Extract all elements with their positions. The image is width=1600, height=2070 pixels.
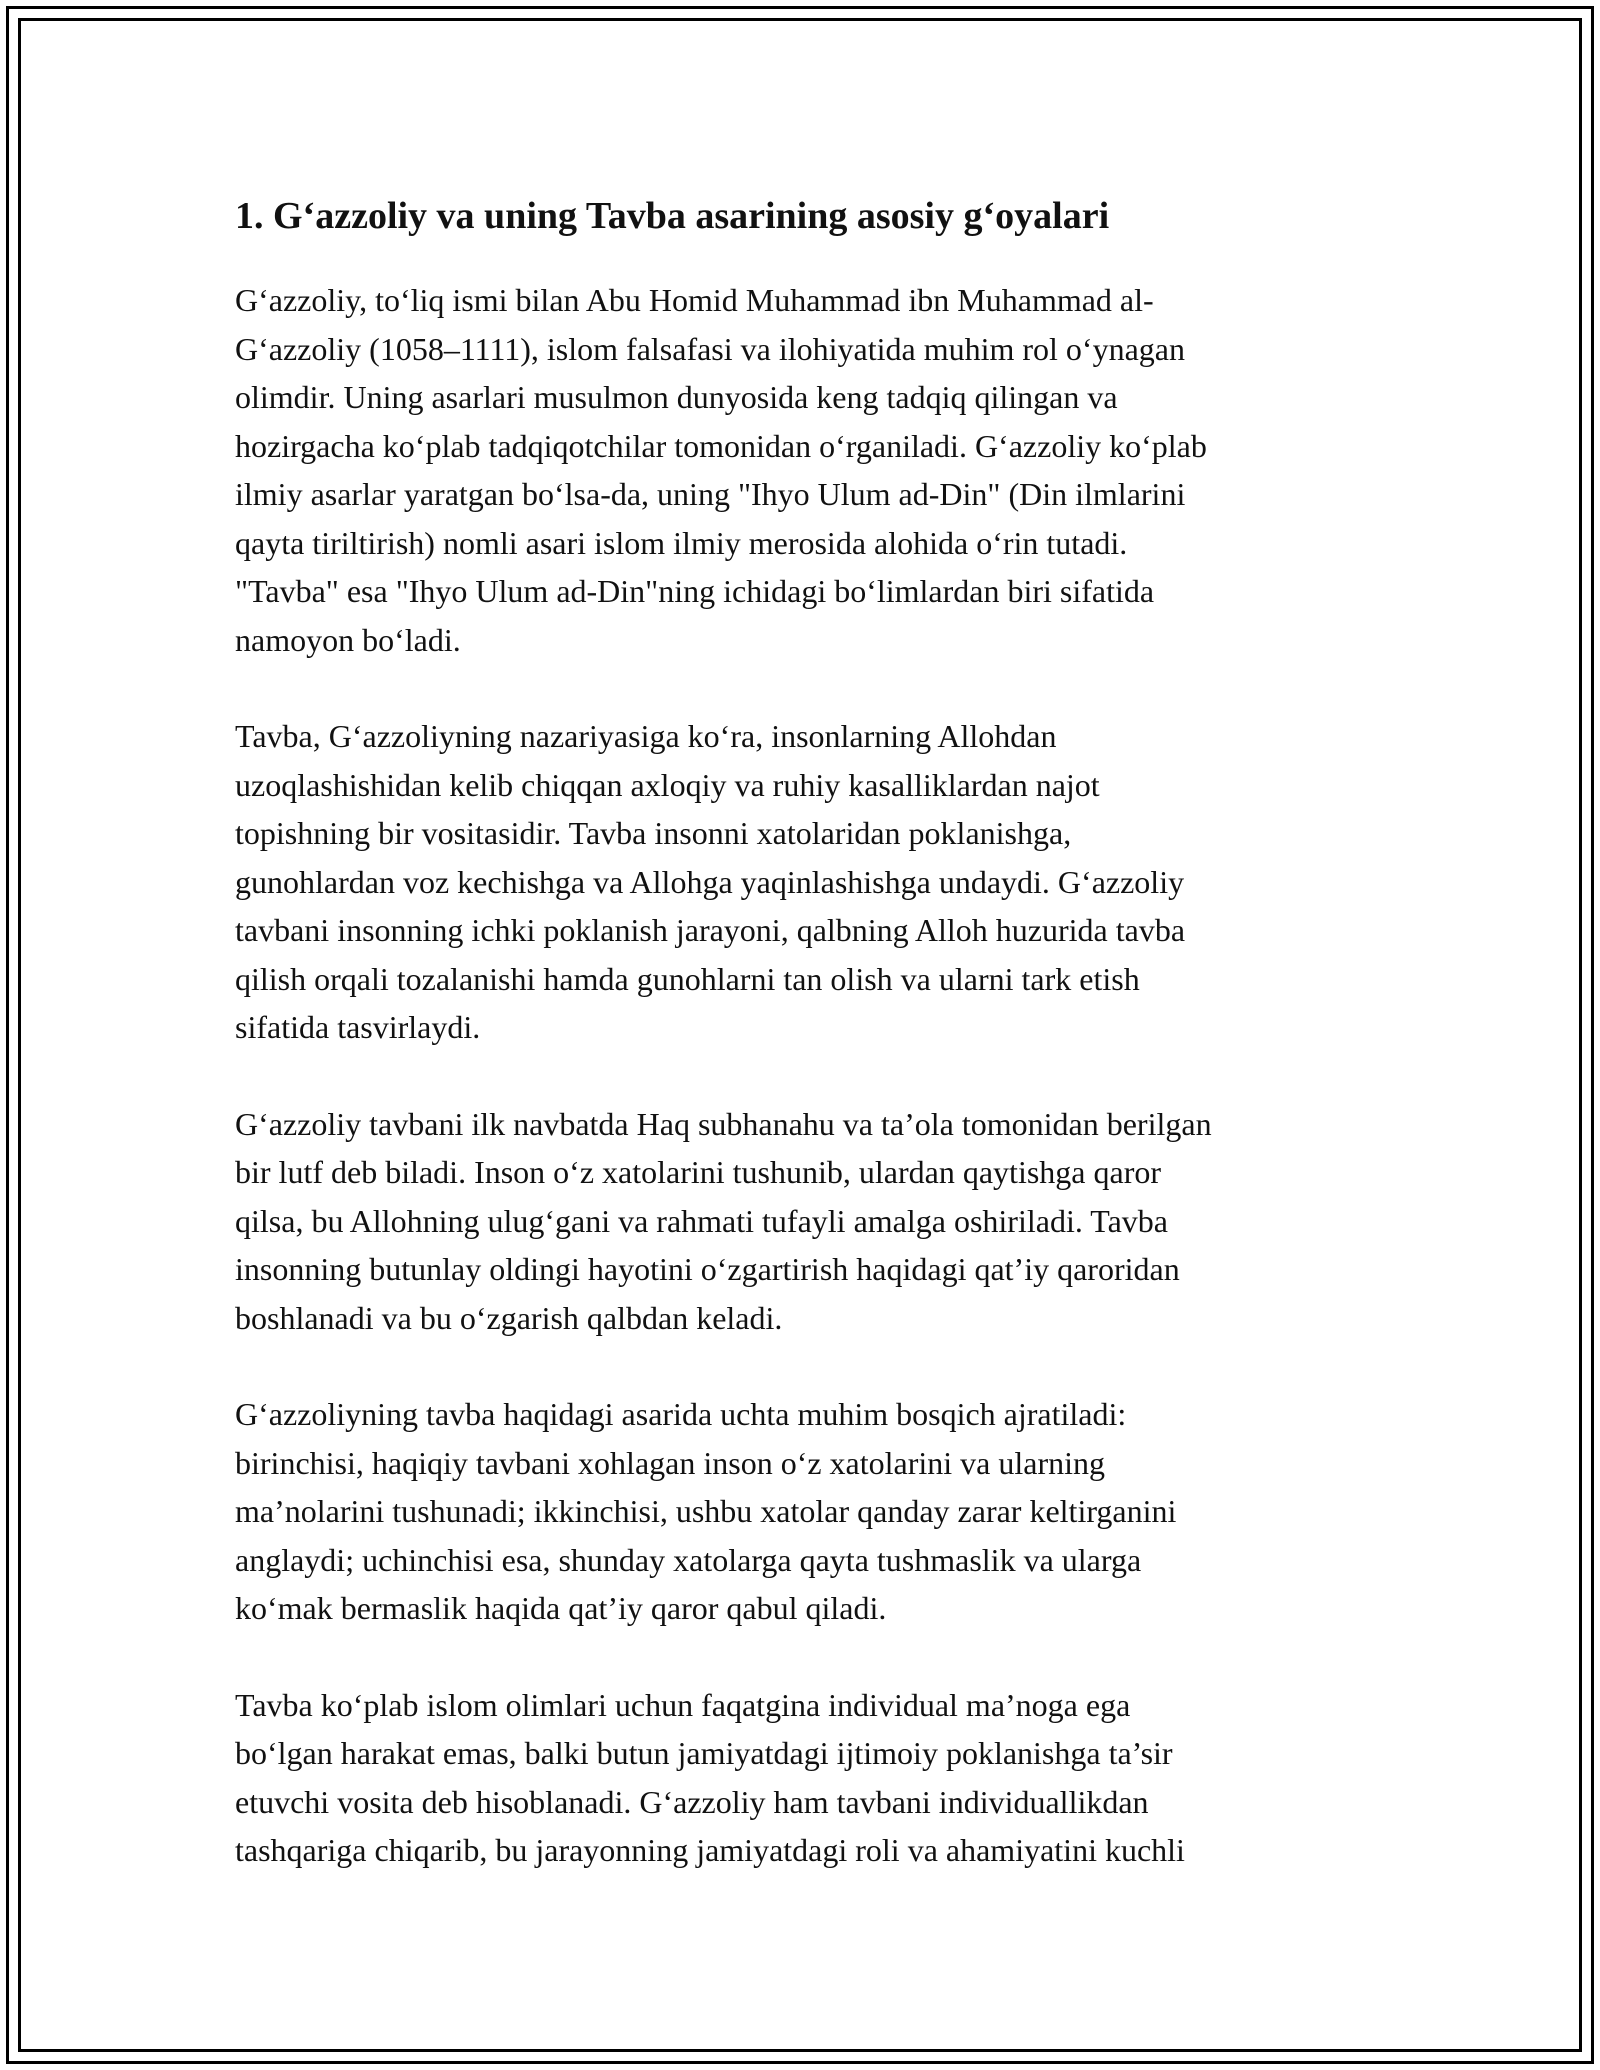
- paragraph-3: [235, 1100, 1370, 1343]
- text-line: Tavba, G‘azzoliyning nazariyasiga ko‘ra, insonlarning Allohdan: [235, 718, 1057, 754]
- text-line: sifatida tasvirlaydi.: [235, 1009, 481, 1045]
- text-line: bir lutf deb biladi. Inson o‘z xatolarini tushunib, ulardan qaytishga qaror: [235, 1154, 1161, 1190]
- text-line: etuvchi vosita deb hisoblanadi. G‘azzoliy ham tavbani individuallikdan: [235, 1783, 1149, 1820]
- paragraph-4: [235, 1390, 1370, 1633]
- text-line: qayta tiriltirish) nomli asari islom ilmiy merosida alohida o‘rin tutadi.: [235, 524, 1128, 561]
- text-line: G‘azzoliy tavbani ilk navbatda Haq subhanahu va ta’ola tomonidan berilgan: [235, 1105, 1212, 1142]
- text-line: hozirgacha ko‘plab tadqiqotchilar tomonidan o‘rganiladi. G‘azzoliy ko‘plab: [235, 427, 1207, 464]
- text-line: namoyon bo‘ladi.: [235, 621, 461, 658]
- text-line: uzoqlashishidan kelib chiqqan axloqiy va ruhiy kasalliklardan najot: [235, 766, 1100, 803]
- text-line: tashqariga chiqarib, bu jarayonning jamiyatdagi roli va ahamiyatini kuchli: [235, 1832, 1185, 1868]
- text-line: G‘azzoliyning tavba haqidagi asarida uchta muhim bosqich ajratiladi:: [235, 1396, 1127, 1432]
- text-line: gunohlardan voz kechishga va Allohga yaqinlashishga undaydi. G‘azzoliy: [235, 863, 1185, 900]
- text-line: tavbani insonning ichki poklanish jarayoni, qalbning Alloh huzurida tavba: [235, 912, 1186, 948]
- paragraph-1: [235, 276, 1370, 664]
- text-line: boshlanadi va bu o‘zgarish qalbdan keladi.: [235, 1299, 783, 1336]
- text-line: topishning bir vositasidir. Tavba insonni xatolaridan poklanishga,: [235, 815, 1072, 851]
- text-line: anglaydi; uchinchisi esa, shunday xatolarga qayta tushmaslik va ularga: [235, 1541, 1142, 1578]
- text-line: insonning butunlay oldingi hayotini o‘zgartirish haqidagi qat’iy qaroridan: [235, 1251, 1180, 1287]
- paragraph-2: [235, 712, 1370, 1052]
- text-line: ilmiy asarlar yaratgan bo‘lsa-da, uning "Ihyo Ulum ad-Din" (Din ilmlarini: [235, 476, 1186, 512]
- text-line: ko‘mak bermaslik haqida qat’iy qaror qabul qiladi.: [235, 1590, 887, 1626]
- text-line: olimdir. Uning asarlari musulmon dunyosida keng tadqiq qilingan va: [235, 379, 1118, 415]
- text-line: qilsa, bu Allohning ulug‘gani va rahmati tufayli amalga oshiriladi. Tavba: [235, 1202, 1168, 1239]
- text-line: ma’nolarini tushunadi; ikkinchisi, ushbu xatolar qanday zarar keltirganini: [235, 1493, 1177, 1529]
- text-line: G‘azzoliy (1058–1111), islom falsafasi va ilohiyatida muhim rol o‘ynagan: [235, 330, 1185, 367]
- text-line: Tavba ko‘plab islom olimlari uchun faqatgina individual ma’noga ega: [235, 1686, 1131, 1723]
- text-line: "Tavba" esa "Ihyo Ulum ad-Din"ning ichidagi bo‘limlardan biri sifatida: [235, 573, 1155, 609]
- text-line: qilish orqali tozalanishi hamda gunohlarni tan olish va ularni tark etish: [235, 960, 1140, 997]
- text-line: bo‘lgan harakat emas, balki butun jamiyatdagi ijtimoiy poklanishga ta’sir: [235, 1735, 1173, 1771]
- text-line: birinchisi, haqiqiy tavbani xohlagan inson o‘z xatolarini va ularning: [235, 1444, 1106, 1481]
- section-heading: 1. G‘azzoliy va uning Tavba asarining asosiy g‘oyalari: [235, 195, 1110, 237]
- document-body: [235, 186, 1370, 1923]
- text-line: G‘azzoliy, to‘liq ismi bilan Abu Homid Muhammad ibn Muhammad al-: [235, 282, 1154, 318]
- paragraph-5: [235, 1681, 1370, 1875]
